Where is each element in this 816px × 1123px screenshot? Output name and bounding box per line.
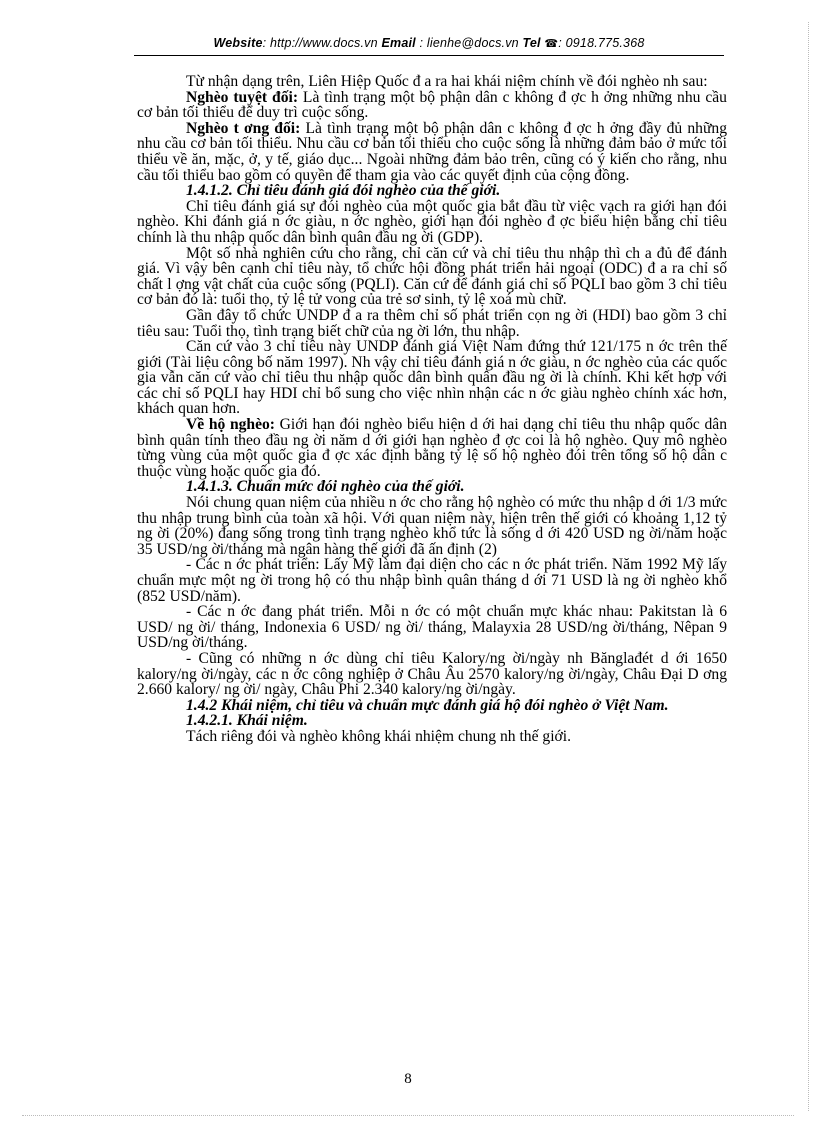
- paragraph: Tách riêng đói và nghèo không khái nhiệm chung nh thế giới.: [186, 727, 572, 745]
- website-label: Website: [213, 36, 263, 50]
- phone-icon: ☎: [544, 38, 559, 50]
- email-value: : lienhe@docs.vn: [419, 36, 519, 50]
- paragraph: - Các n ớc phát triển: Lấy Mỹ làm đại diện cho các n ớc phát triển. Năm 1992 Mỹ lấy chuẩn mực một ng ời trong hộ có thu nhập bình quân tháng d ới 71 USD là ng ời nghèo khổ (852 USD/năm).: [137, 556, 727, 605]
- term-bold: Nghèo tuyệt đối:: [186, 88, 299, 106]
- paragraph: Nghèo t ơng đối: Là tình trạng một bộ phận dân c không đ ợc h ởng đầy đủ những nhu cầu cơ bản tối thiểu. Nhu cầu cơ bản tối thiểu cho cuộc sống là những đảm bảo ở mức tối thiểu về ăn, mặc, ở, y tế, giáo dục... Ngoài những đảm bảo trên, cũng có ý kiến cho rằng, nhu cầu tối thiểu bao gồm có quyền để tham gia vào các quyết định của cộng đồng.: [137, 119, 727, 184]
- document-body: [137, 74, 727, 745]
- page-number: 8: [404, 1071, 412, 1087]
- tel-value: : 0918.775.368: [558, 36, 645, 50]
- paragraph: - Cũng có những n ớc dùng chỉ tiêu Kalory/ng ời/ngày nh Bănglađét d ới 1650 kalory/ng ời/ngày, các n ớc công nghiệp ở Châu Âu 2570 kalory/ng ời/ngày, Châu Đại D ơng 2.660 kalory/ ng ời/ ngày, Châu Phi 2.340 kalory/ng ời/ngày.: [137, 649, 727, 699]
- paragraph: Căn cứ vào 3 chỉ tiêu này UNDP đánh giá Việt Nam đứng thứ 121/175 n ớc trên thế giới (Tài liệu công bố năm 1997). Nh vậy chỉ tiêu đánh giá n ớc giàu, n ớc nghèo của các quốc gia vẫn căn cứ vào chỉ tiêu thu nhập quốc dân bình quân đầu ng ời là chính. Khi kết hợp với các chỉ số PQLI hay HDI chỉ bổ sung cho việc nhìn nhận các n ớc giàu nghèo chính xác hơn, khách quan hơn.: [137, 338, 727, 418]
- page-header: [134, 36, 724, 50]
- page-right-edge: [808, 22, 809, 1111]
- term-bold: Về hộ nghèo:: [186, 416, 275, 434]
- page-bottom-edge: [22, 1115, 794, 1116]
- section-heading: 1.4.2.1. Khái niệm.: [186, 712, 308, 730]
- section-heading: 1.4.2 Khái niệm, chỉ tiêu và chuẩn mực đánh giá hộ đói nghèo ở Việt Nam.: [186, 696, 669, 714]
- paragraph: - Các n ớc đang phát triển. Mỗi n ớc có một chuẩn mực khác nhau: Pakitstan là 6 USD/ ng ời/ tháng, Indonexia 6 USD/ ng ời/ tháng, Malayxia 28 USD/ng ời/tháng, Nêpan 9 USD/ng ời/tháng.: [137, 603, 727, 652]
- email-label: Email: [381, 36, 416, 50]
- header-divider: [134, 55, 724, 56]
- section-heading: 1.4.1.3. Chuẩn mức đói nghèo của thế giới.: [186, 478, 465, 496]
- paragraph: Nghèo tuyệt đối: Là tình trạng một bộ phận dân c không đ ợc h ởng những nhu cầu cơ bản tối thiểu để duy trì cuộc sống.: [137, 88, 727, 122]
- term-bold: Nghèo t ơng đối:: [186, 119, 301, 137]
- website-value: : http://www.docs.vn: [262, 36, 378, 50]
- paragraph: Gần đây tổ chức UNDP đ a ra thêm chỉ số phát triển cọn ng ời (HDI) bao gồm 3 chỉ tiêu sau: Tuổi thọ, tình trạng biết chữ của ng ời lớn, thu nhập.: [137, 306, 727, 340]
- tel-label: Tel: [522, 36, 541, 50]
- paragraph: Từ nhận dạng trên, Liên Hiệp Quốc đ a ra hai khái niệm chính về đói nghèo nh sau:: [186, 73, 708, 90]
- paragraph: Chỉ tiêu đánh giá sự đói nghèo của một quốc gia bắt đầu từ việc vạch ra giới hạn đói nghèo. Khi đánh giá n ớc giàu, n ớc nghèo, giới hạn đói nghèo đ ợc biểu hiện bằng chỉ tiêu chính là thu nhập quốc dân bình quân đầu ng ời (GDP).: [137, 197, 727, 246]
- paragraph: Nói chung quan niệm của nhiều n ớc cho rằng hộ nghèo có mức thu nhập d ới 1/3 mức thu nhập trung bình của toàn xã hội. Với quan niệm này, hiện trên thế giới có khoảng 1,12 tỷ ng ời (20%) đang sống trong tình trạng nghèo khổ tức là sống d ới 420 USD ng ời/năm hoặc 35 USD/ng ời/tháng mà ngân hàng thế giới đã ấn định (2): [137, 494, 727, 558]
- paragraph: Về hộ nghèo: Giới hạn đói nghèo biểu hiện d ới hai dạng chỉ tiêu thu nhập quốc dân bình quân tính theo đầu ng ời năm d ới giới hạn nghèo đ ợc coi là hộ nghèo. Quy mô nghèo từng vùng của một quốc gia đ ợc xác định bằng tỷ lệ số hộ nghèo đói trên tổng số hộ dân c thuộc vùng hoặc quốc gia đó.: [137, 416, 727, 480]
- paragraph: Một số nhà nghiên cứu cho rằng, chỉ căn cứ và chỉ tiêu thu nhập thì ch a đủ để đánh giá. Vì vậy bên cạnh chỉ tiêu này, tổ chức hội đồng phát triển hải ngoại (ODC) đ a ra chỉ số chất l ợng vật chất của cuộc sống (PQLI). Căn cứ để đánh giá chỉ số PQLI bao gồm 3 chỉ tiêu cơ bản đó là: tuổi thọ, tỷ lệ tử vong của trẻ sơ sinh, tỷ lệ xoá mù chữ.: [137, 244, 727, 309]
- section-heading: 1.4.1.2. Chỉ tiêu đánh giá đói nghèo của thế giới.: [186, 182, 501, 200]
